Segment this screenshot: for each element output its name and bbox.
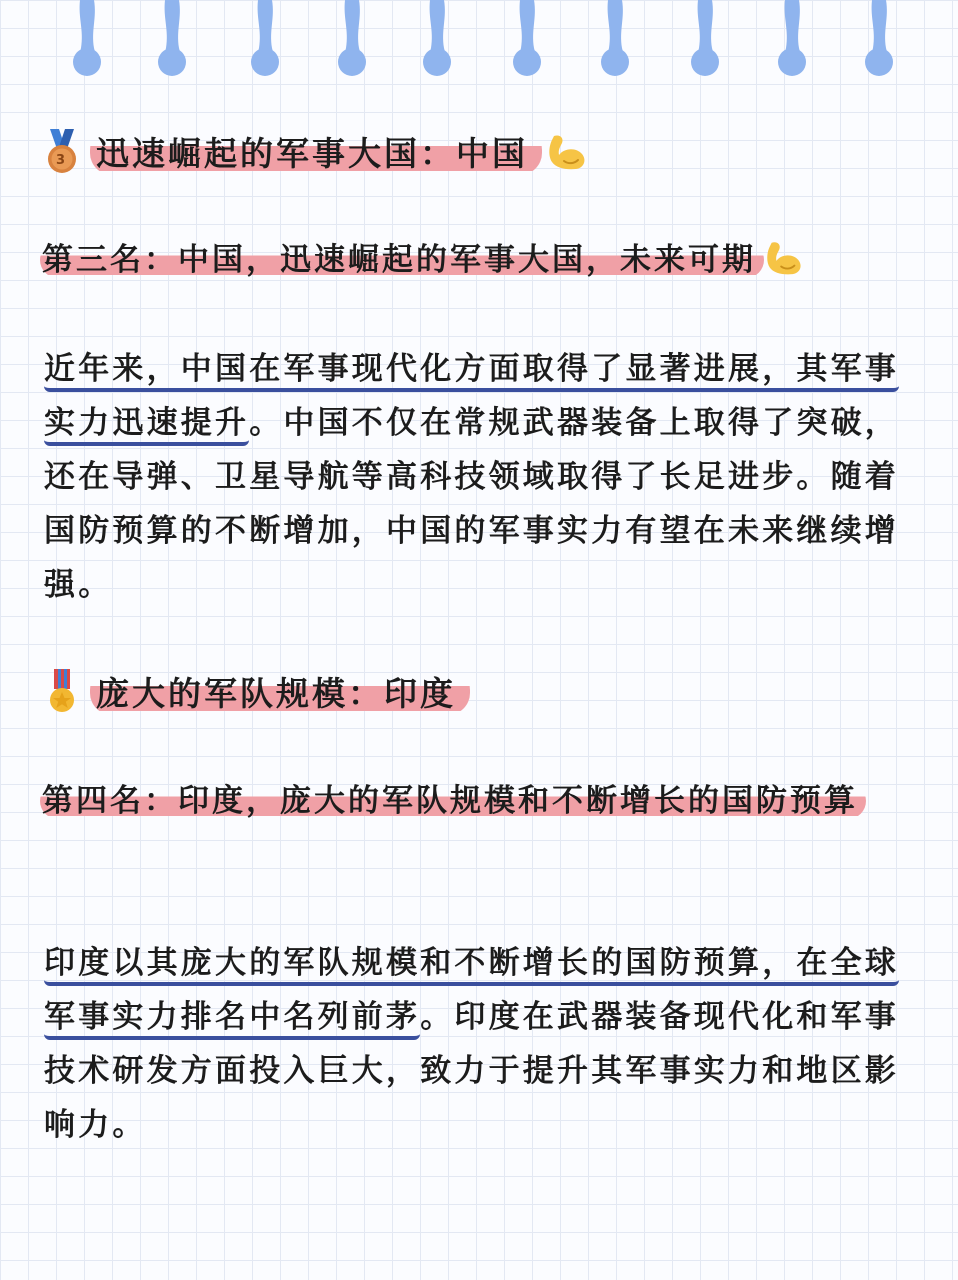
flexed-biceps-icon xyxy=(764,239,804,277)
rank-line-text: 第四名：印度，庞大的军队规模和不断增长的国防预算 xyxy=(40,783,866,819)
rank-line-india xyxy=(44,774,914,828)
military-medal-icon xyxy=(44,669,80,715)
bronze-medal-icon xyxy=(44,129,80,175)
section-title-text: 庞大的军队规模：印度 xyxy=(90,668,470,715)
binder-ring-icon xyxy=(598,0,632,80)
paragraph-china xyxy=(44,342,912,612)
binder-ring-icon xyxy=(155,0,189,80)
rank-line-china xyxy=(44,233,914,287)
paragraph-text: 。印度在武器装备现代化和军事技术研发方面投入巨大，致力于提升其军事实力和地区影响力。 xyxy=(44,999,900,1143)
binder-ring-icon xyxy=(248,0,282,80)
rank-line-text: 第三名：中国，迅速崛起的军事大国，未来可期 xyxy=(40,242,764,278)
section-title-text: 迅速崛起的军事大国：中国 xyxy=(90,128,542,175)
binder-ring-icon xyxy=(510,0,544,80)
binder-ring-icon xyxy=(862,0,896,80)
binder-rings xyxy=(0,0,958,90)
binder-ring-icon xyxy=(335,0,369,80)
flexed-biceps-icon xyxy=(546,132,588,172)
binder-ring-icon xyxy=(688,0,722,80)
binder-ring-icon xyxy=(420,0,454,80)
section-title-india xyxy=(44,668,470,715)
svg-text:3: 3 xyxy=(55,152,69,168)
binder-ring-icon xyxy=(70,0,104,80)
paragraph-india xyxy=(44,936,912,1152)
section-title-china xyxy=(44,128,588,175)
paragraph-text: 。中国不仅在常规武器装备上取得了突破，还在导弹、卫星导航等高科技领域取得了长足进步。随着国防预算的不断增加，中国的军事实力有望在未来继续增强。 xyxy=(44,405,900,603)
underlined-phrase: 印度以其庞大的军队规模和不断增长的国防预算，在全球军事实力排名中名列前茅 xyxy=(44,945,899,1040)
underlined-phrase: 近年来，中国在军事现代化方面取得了显著进展，其军事实力迅速提升 xyxy=(44,351,899,446)
binder-ring-icon xyxy=(775,0,809,80)
